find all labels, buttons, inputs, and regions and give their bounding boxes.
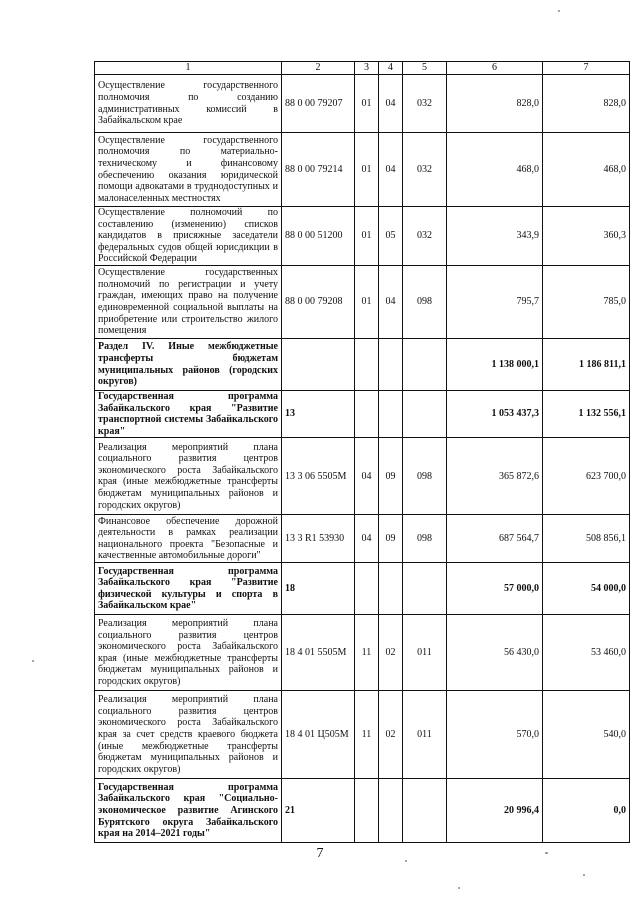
column-header: 6 [447,62,543,75]
row-name: Государственная программа Забайкальского края "Развитие физической культуры и спорта в Забайкальском крае" [95,563,282,615]
row-subsection: 02 [379,615,403,691]
row-section: 04 [355,438,379,515]
row-code: 18 4 01 Ц505M [282,691,355,779]
row-value-year2: 623 700,0 [543,438,630,515]
row-section: 11 [355,615,379,691]
row-value-year1: 1 138 000,1 [447,339,543,391]
table-row [95,515,630,563]
table-row [95,75,630,133]
row-name: Государственная программа Забайкальского края "Развитие транспортной системы Забайкальского края" [95,391,282,438]
table-row [95,266,630,339]
row-expense-type: 098 [403,515,447,563]
row-code: 88 0 00 51200 [282,207,355,266]
row-value-year1: 56 430,0 [447,615,543,691]
row-value-year2: 828,0 [543,75,630,133]
table-row [95,391,630,438]
row-value-year2: 54 000,0 [543,563,630,615]
row-expense-type: 098 [403,438,447,515]
page-number: 7 [316,846,324,861]
row-name: Осуществление государственного полномочия по материально-техническому и финансовому обеспечению оказания юридической помощи адвокатами в труднодоступных и малонаселенных местностях [95,133,282,207]
scan-speck [545,852,548,854]
row-section: 01 [355,75,379,133]
row-section [355,779,379,843]
row-subsection [379,563,403,615]
row-name: Реализация мероприятий плана социального развития центров экономического роста Забайкальского края (иные межбюджетные трансферты бюджетам муниципальных районов и городских округов) [95,438,282,515]
row-value-year2: 1 186 811,1 [543,339,630,391]
row-expense-type: 032 [403,75,447,133]
table-row [95,207,630,266]
header-row [95,62,630,75]
row-value-year2: 1 132 556,1 [543,391,630,438]
row-subsection: 04 [379,133,403,207]
column-header: 7 [543,62,630,75]
row-value-year1: 365 872,6 [447,438,543,515]
row-name: Осуществление полномочий по составлению (изменению) списков кандидатов в присяжные заседатели федеральных судов общей юрисдикции в Российской Федерации [95,207,282,266]
row-value-year2: 468,0 [543,133,630,207]
row-subsection [379,339,403,391]
row-expense-type: 098 [403,266,447,339]
row-expense-type: 011 [403,615,447,691]
row-code [282,339,355,391]
scan-speck [458,887,460,889]
row-section: 04 [355,515,379,563]
row-subsection: 04 [379,75,403,133]
row-code: 88 0 00 79208 [282,266,355,339]
row-value-year1: 57 000,0 [447,563,543,615]
table-row [95,339,630,391]
column-header: 3 [355,62,379,75]
row-code: 13 [282,391,355,438]
row-name: Осуществление государственных полномочий по регистрации и учету граждан, имеющих право на получение единовременной социальной выплаты на приобретение или строительство жилого помещения [95,266,282,339]
row-subsection [379,779,403,843]
row-code: 21 [282,779,355,843]
row-code: 88 0 00 79214 [282,133,355,207]
row-expense-type: 032 [403,207,447,266]
row-value-year1: 828,0 [447,75,543,133]
row-expense-type [403,391,447,438]
row-subsection: 09 [379,438,403,515]
table-row [95,133,630,207]
row-expense-type [403,563,447,615]
scan-speck [558,10,560,12]
row-name: Раздел IV. Иные межбюджетные трансферты бюджетам муниципальных районов (городских округов) [95,339,282,391]
column-header: 2 [282,62,355,75]
row-section: 01 [355,266,379,339]
row-value-year1: 468,0 [447,133,543,207]
row-code: 13 3 R1 53930 [282,515,355,563]
table-row [95,563,630,615]
row-name: Реализация мероприятий плана социального развития центров экономического роста Забайкальского края (иные межбюджетные трансферты бюджетам муниципальных районов и городских округов) [95,615,282,691]
scan-speck [583,874,585,876]
row-value-year2: 540,0 [543,691,630,779]
row-value-year2: 0,0 [543,779,630,843]
scan-speck [405,860,407,862]
row-expense-type: 032 [403,133,447,207]
row-value-year1: 20 996,4 [447,779,543,843]
row-section [355,391,379,438]
budget-table [94,61,630,843]
row-name: Финансовое обеспечение дорожной деятельности в рамках реализации национального проекта "Безопасные и качественные автомобильные дороги" [95,515,282,563]
row-value-year2: 785,0 [543,266,630,339]
row-value-year2: 360,3 [543,207,630,266]
row-section: 01 [355,133,379,207]
table-row [95,438,630,515]
column-header: 5 [403,62,447,75]
row-code: 88 0 00 79207 [282,75,355,133]
row-name: Осуществление государственного полномочия по созданию административных комиссий в Забайкальском крае [95,75,282,133]
row-section: 01 [355,207,379,266]
row-expense-type [403,339,447,391]
row-value-year1: 795,7 [447,266,543,339]
row-value-year1: 687 564,7 [447,515,543,563]
row-value-year2: 508 856,1 [543,515,630,563]
row-expense-type [403,779,447,843]
scan-speck [32,660,34,662]
table-row [95,691,630,779]
row-subsection: 05 [379,207,403,266]
row-value-year1: 570,0 [447,691,543,779]
row-value-year1: 343,9 [447,207,543,266]
row-section [355,339,379,391]
row-value-year2: 53 460,0 [543,615,630,691]
column-header: 1 [95,62,282,75]
row-expense-type: 011 [403,691,447,779]
table-row [95,615,630,691]
row-code: 18 [282,563,355,615]
row-name: Государственная программа Забайкальского края "Социально-экономическое развитие Агинского Бурятского округа Забайкальского края на 2014–2021 годы" [95,779,282,843]
row-code: 18 4 01 5505M [282,615,355,691]
row-subsection: 04 [379,266,403,339]
row-name: Реализация мероприятий плана социального развития центров экономического роста Забайкальского края за счет средств краевого бюджета (иные межбюджетные трансферты бюджетам муниципальных районов и городских округов) [95,691,282,779]
row-code: 13 3 06 5505M [282,438,355,515]
row-value-year1: 1 053 437,3 [447,391,543,438]
row-subsection: 09 [379,515,403,563]
table-row [95,779,630,843]
row-section: 11 [355,691,379,779]
row-subsection: 02 [379,691,403,779]
row-subsection [379,391,403,438]
column-header: 4 [379,62,403,75]
row-section [355,563,379,615]
